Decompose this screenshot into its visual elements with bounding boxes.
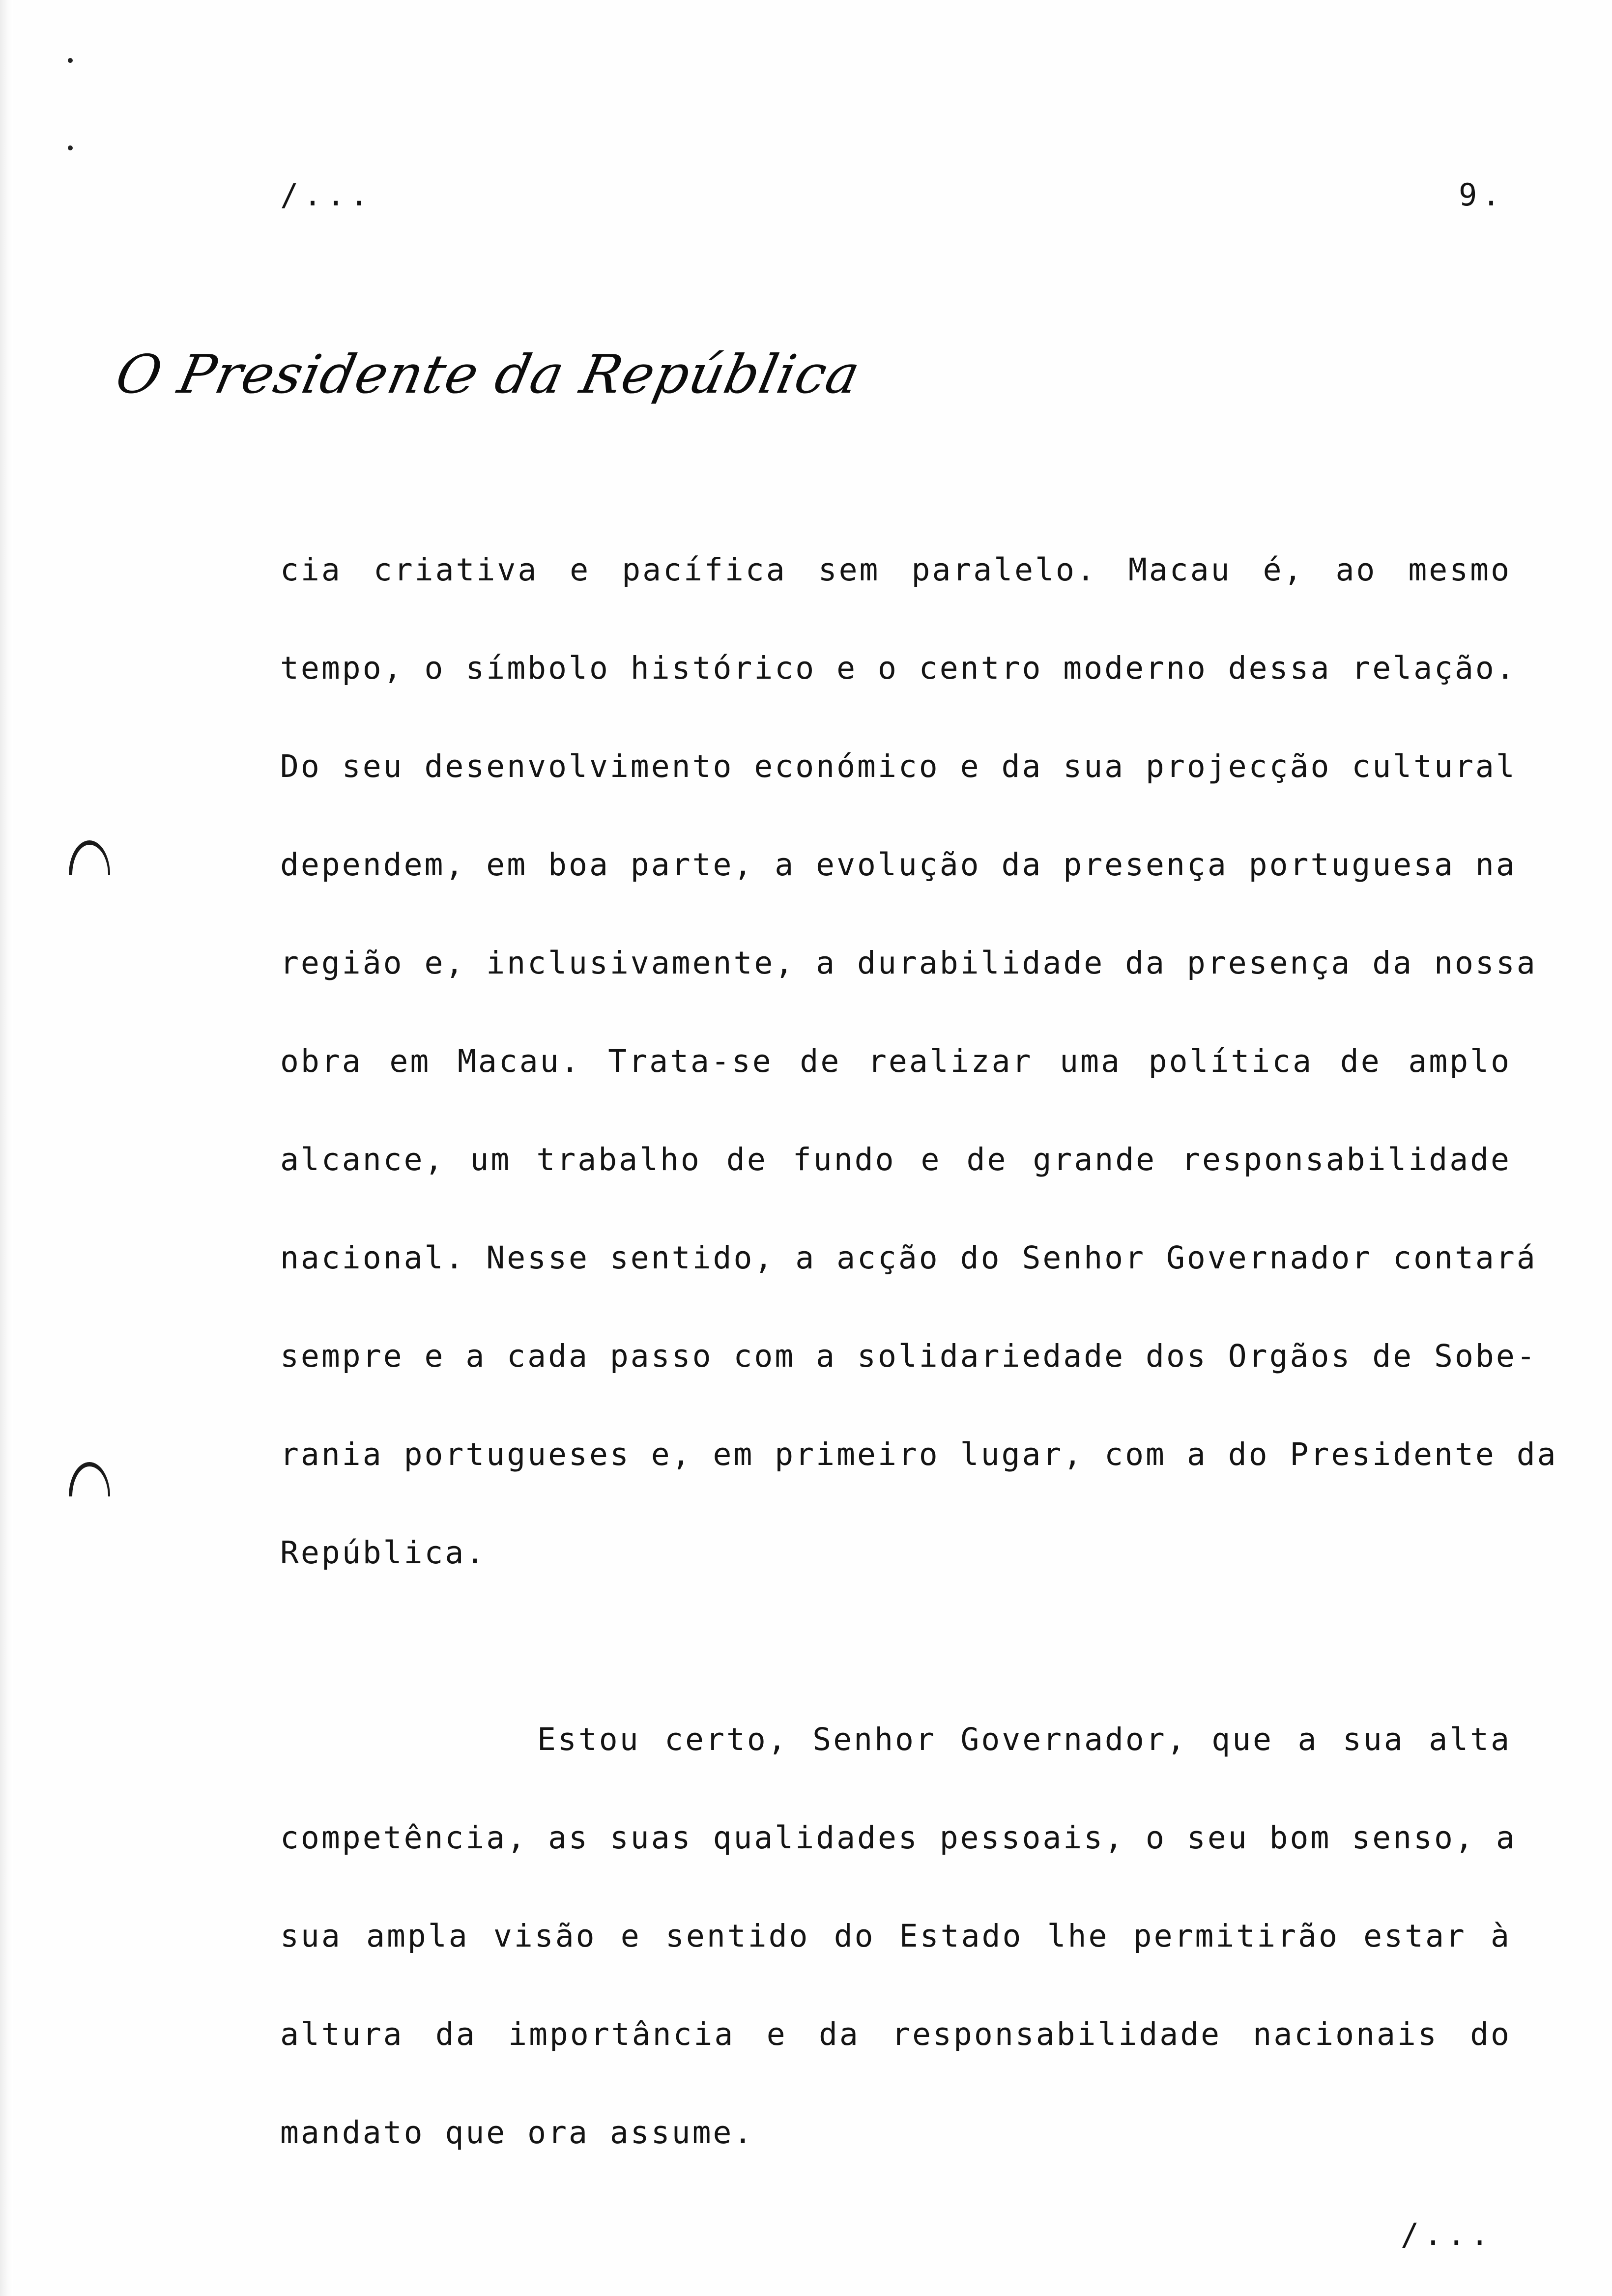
body-line: região e, inclusivamente, a durabilidade da presença da nossa [280,945,1537,981]
margin-dot [68,145,73,150]
page-number: 9. [1459,177,1505,213]
body-line: dependem, em boa parte, a evolução da presença portuguesa na [280,847,1517,883]
body-line: obra em Macau. Trata-se de realizar uma política de amplo [280,1043,1511,1079]
continuation-mark-bottom: /... [1401,2216,1494,2252]
body-line: competência, as suas qualidades pessoais, o seu bom senso, a [280,1820,1517,1856]
body-line: nacional. Nesse sentido, a acção do Senhor Governador contará [280,1240,1537,1276]
letterhead-title: O Presidente da República [111,344,866,405]
continuation-mark-top: /... [280,177,374,213]
body-line: cia criativa e pacífica sem paralelo. Macau é, ao mesmo [280,552,1511,588]
body-line: rania portugueses e, em primeiro lugar, com a do Presidente da [280,1436,1558,1472]
body-line: mandato que ora assume. [280,2115,754,2151]
body-line: República. [280,1535,487,1571]
body-line: alcance, um trabalho de fundo e de grande responsabilidade [280,1142,1511,1177]
binding-edge [0,0,13,2296]
body-line: sua ampla visão e sentido do Estado lhe permitirão estar à [280,1918,1511,1954]
punch-hole-mark [69,840,110,875]
punch-hole-mark [69,1462,110,1496]
body-line: Do seu desenvolvimento económico e da sua projecção cultural [280,748,1517,784]
body-line: sempre e a cada passo com a solidariedade dos Orgãos de Sobe- [280,1338,1537,1374]
body-line: Estou certo, Senhor Governador, que a sua alta [537,1722,1511,1757]
body-line: tempo, o símbolo histórico e o centro moderno dessa relação. [280,650,1517,686]
margin-dot [68,58,73,63]
body-line: altura da importância e da responsabilidade nacionais do [280,2016,1511,2052]
